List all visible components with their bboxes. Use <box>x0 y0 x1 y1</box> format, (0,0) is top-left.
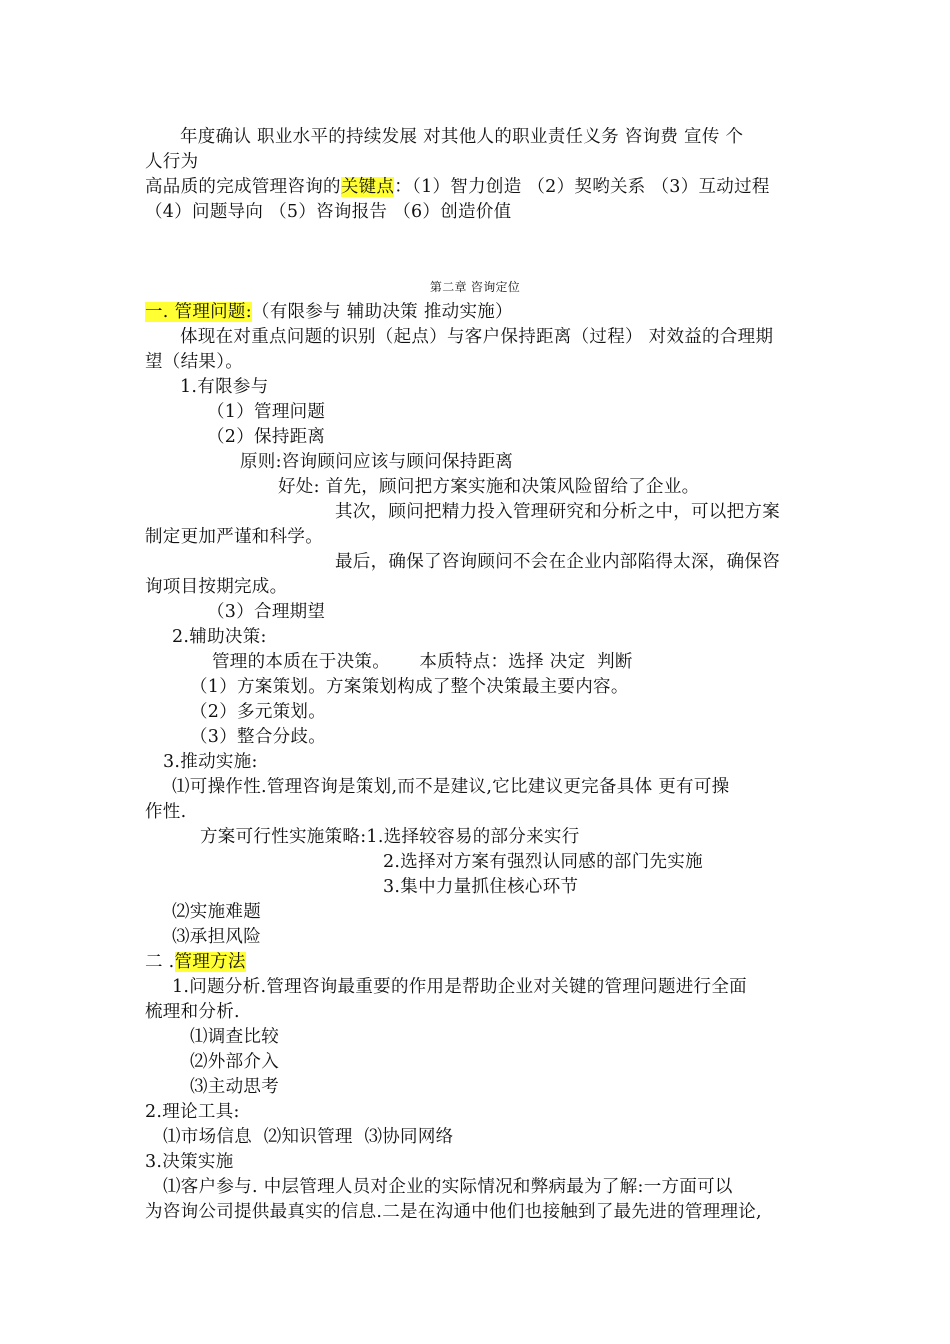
text-span: （有限参与 辅助决策 推动实施） <box>251 302 513 322</box>
subsection-heading: 3.推动实施: <box>163 752 258 772</box>
paragraph-line: 为咨询公司提供最真实的信息.二是在沟通中他们也接触到了最先进的管理理论, <box>145 1202 762 1222</box>
paragraph-line: 原则:咨询顾问应该与顾问保持距离 <box>240 452 514 472</box>
paragraph-line: 2.选择对方案有强烈认同感的部门先实施 <box>383 852 703 872</box>
list-item: （2）保持距离 <box>207 427 326 447</box>
list-item: ⑴市场信息 ⑵知识管理 ⑶协同网络 <box>163 1127 454 1147</box>
paragraph-line: 体现在对重点问题的识别（起点）与客户保持距离（过程） 对效益的合理期 <box>180 327 774 347</box>
section-heading <box>145 300 513 325</box>
paragraph-line: 梳理和分析. <box>145 1002 240 1022</box>
paragraph-line: 望（结果）。 <box>145 352 244 372</box>
paragraph-line: 作性. <box>145 802 187 822</box>
subsection-heading: 1.有限参与 <box>180 377 269 397</box>
list-item: ⑵实施难题 <box>172 902 261 922</box>
highlighted-text: 关键点 <box>340 177 395 197</box>
list-item: ⑶主动思考 <box>190 1077 279 1097</box>
paragraph-line: 其次，顾问把精力投入管理研究和分析之中，可以把方案 <box>335 502 780 522</box>
paragraph-line: 人行为 <box>145 152 199 172</box>
paragraph-line: 3.集中力量抓住核心环节 <box>383 877 579 897</box>
list-item: （1）管理问题 <box>207 402 326 422</box>
paragraph-line: 年度确认 职业水平的持续发展 对其他人的职业责任义务 咨询费 宣传 个 <box>180 127 744 147</box>
highlighted-text: 管理方法 <box>174 952 246 972</box>
list-item: （3）合理期望 <box>207 602 326 622</box>
text-span: 二 . <box>145 952 175 972</box>
list-item: ⑶承担风险 <box>172 927 261 947</box>
paragraph-line: 管理的本质在于决策。 本质特点：选择 决定 判断 <box>212 652 633 672</box>
subsection-heading: 3.决策实施 <box>145 1152 234 1172</box>
paragraph-line: 最后，确保了咨询顾问不会在企业内部陷得太深，确保咨 <box>335 552 780 572</box>
list-item: ⑵外部介入 <box>190 1052 279 1072</box>
key-points-line <box>145 175 770 200</box>
list-item: （3）整合分歧。 <box>190 727 327 747</box>
text-span: ：（1）智力创造 （2）契哟关系 （3）互动过程 <box>394 177 770 197</box>
subsection-heading: 2.理论工具: <box>145 1102 240 1122</box>
subsection-heading: 2.辅助决策: <box>172 627 267 647</box>
chapter-title: 第二章 咨询定位 <box>429 280 521 294</box>
list-item: （2）多元策划。 <box>190 702 327 722</box>
paragraph-line: 询项目按期完成。 <box>145 577 288 597</box>
paragraph-line: ⑴客户参与. 中层管理人员对企业的实际情况和弊病最为了解:一方面可以 <box>163 1177 733 1197</box>
paragraph-line: ⑴可操作性.管理咨询是策划,而不是建议,它比建议更完备具体 更有可操 <box>172 777 730 797</box>
text-span: 高品质的完成管理咨询的 <box>145 177 341 197</box>
highlighted-text: 一. 管理问题: <box>145 302 252 322</box>
paragraph-line: （4）问题导向 （5）咨询报告 （6）创造价值 <box>145 202 512 222</box>
paragraph-line: 好处: 首先，顾问把方案实施和决策风险留给了企业。 <box>278 477 700 497</box>
paragraph-line: 制定更加严谨和科学。 <box>145 527 323 547</box>
section-heading <box>145 950 246 975</box>
paragraph-line: 方案可行性实施策略:1.选择较容易的部分来实行 <box>200 827 580 847</box>
list-item: ⑴调查比较 <box>190 1027 279 1047</box>
list-item: （1）方案策划。方案策划构成了整个决策最主要内容。 <box>190 677 629 697</box>
paragraph-line: 1.问题分析.管理咨询最重要的作用是帮助企业对关键的管理问题进行全面 <box>172 977 747 997</box>
